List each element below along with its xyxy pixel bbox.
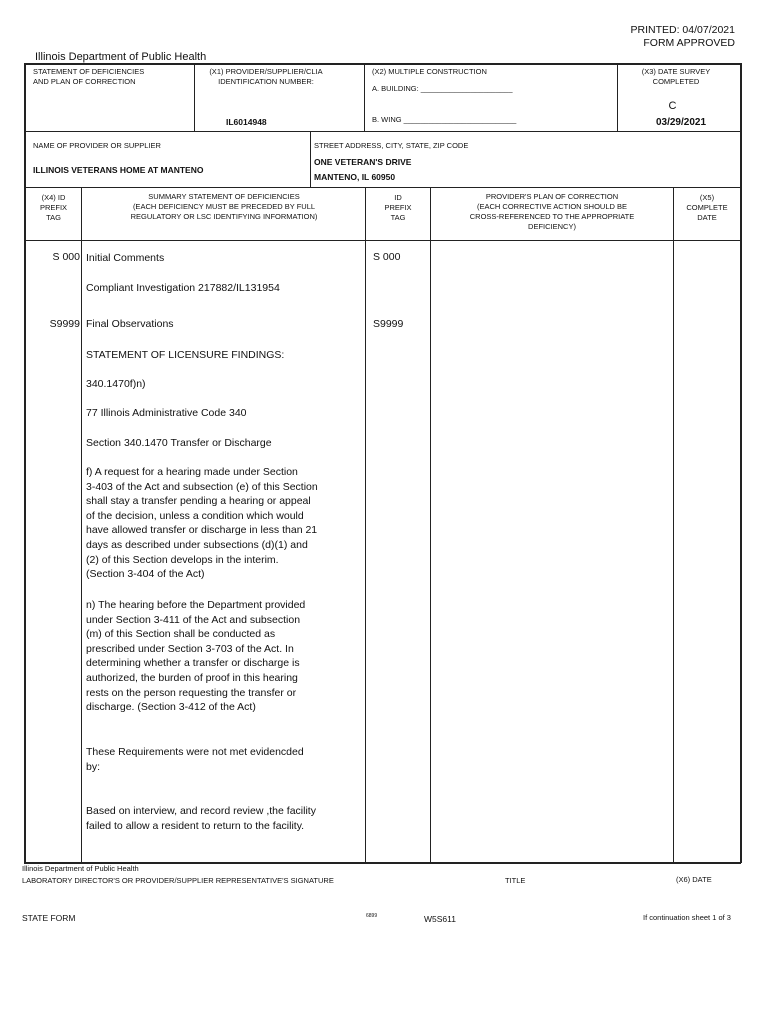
tag-s000: S 000 bbox=[52, 251, 80, 263]
address-label: STREET ADDRESS, CITY, STATE, ZIP CODE bbox=[314, 141, 469, 150]
paragraph-n: n) The hearing before the Department provided under Section 3-411 of the Act and subsection (m) of this Section shall be conducted as prescribed under Section 3-703 of the Act. In determining whether a transfer or discharge is authorized, the burden of proof in this hearing rests on the person requesting the transfer or discharge. (Section 3-412 of the Act) bbox=[86, 599, 306, 714]
form-approved: FORM APPROVED bbox=[643, 37, 735, 49]
title-label: TITLE bbox=[505, 876, 526, 885]
paragraph-f: f) A request for a hearing made under Section 3-403 of the Act and subsection (e) of this Section shall stay a transfer pending a hearing or appeal of the decision, unless a condition which would have allowed transfer or discharge in less than 21 days as described under subsections (d)(1) and (2) of this Section develops in the interim. (Section 3-404 of the Act) bbox=[86, 466, 318, 581]
licensure-heading: STATEMENT OF LICENSURE FINDINGS: bbox=[86, 349, 285, 361]
x1-label: (X1) PROVIDER/SUPPLIER/CLIA IDENTIFICATION NUMBER: bbox=[209, 67, 323, 86]
id-tag-s9999: S9999 bbox=[373, 318, 404, 330]
col-id-header: ID PREFIX TAG bbox=[384, 193, 412, 222]
signature-label: LABORATORY DIRECTOR'S OR PROVIDER/SUPPLIER REPRESENTATIVE'S SIGNATURE bbox=[22, 876, 334, 885]
x2-label: (X2) MULTIPLE CONSTRUCTION bbox=[372, 67, 487, 76]
continuation-sheet: If continuation sheet 1 of 3 bbox=[643, 913, 731, 922]
col-x5-header: (X5) COMPLETE DATE bbox=[686, 193, 728, 222]
col-summary-header: SUMMARY STATEMENT OF DEFICIENCIES (EACH DEFICIENCY MUST BE PRECEDED BY FULL REGULATORY OR LSC IDENTIFYING INFORMATION) bbox=[130, 192, 318, 221]
provider-name-label: NAME OF PROVIDER OR SUPPLIER bbox=[33, 141, 161, 150]
state-form-label: STATE FORM bbox=[22, 913, 76, 923]
x3-label: (X3) DATE SURVEY COMPLETED bbox=[641, 67, 711, 86]
admin-code: 77 Illinois Administrative Code 340 bbox=[86, 407, 247, 419]
survey-date: 03/29/2021 bbox=[655, 117, 707, 128]
agency-name: Illinois Department of Public Health bbox=[35, 51, 207, 63]
provider-name: ILLINOIS VETERANS HOME AT MANTENO bbox=[33, 165, 204, 175]
final-observations: Final Observations bbox=[86, 318, 174, 330]
statement-label: STATEMENT OF DEFICIENCIES AND PLAN OF CORRECTION bbox=[33, 67, 145, 86]
form-number: 6899 bbox=[366, 913, 378, 919]
event-id: W5S611 bbox=[424, 914, 456, 924]
wing-label: B. WING ___________________________ bbox=[372, 115, 517, 124]
address-city: MANTENO, IL 60950 bbox=[314, 172, 396, 182]
section-title: Section 340.1470 Transfer or Discharge bbox=[86, 437, 272, 449]
code-reference: 340.1470f)n) bbox=[86, 378, 146, 390]
complaint-line: Compliant Investigation 217882/IL131954 bbox=[86, 282, 280, 294]
requirements-text: These Requirements were not met evidencded by: bbox=[86, 746, 304, 773]
tag-s9999: S9999 bbox=[49, 318, 80, 330]
printed-date: PRINTED: 04/07/2021 bbox=[630, 24, 735, 36]
id-tag-s000: S 000 bbox=[373, 251, 401, 263]
survey-code: C bbox=[668, 100, 677, 112]
col-x4-header: (X4) ID PREFIX TAG bbox=[39, 193, 68, 222]
building-label: A. BUILDING: ______________________ bbox=[372, 84, 513, 93]
footer-agency: Illinois Department of Public Health bbox=[22, 864, 139, 873]
col-plan-header: PROVIDER'S PLAN OF CORRECTION (EACH CORRECTIVE ACTION SHOULD BE CROSS-REFERENCED TO THE APPROPRIATE DEFICIENCY) bbox=[469, 192, 635, 231]
x6-date-label: (X6) DATE bbox=[676, 875, 712, 884]
provider-id: IL6014948 bbox=[226, 117, 267, 127]
initial-comments: Initial Comments bbox=[86, 252, 165, 264]
findings-text: Based on interview, and record review ,the facility failed to allow a resident to return to the facility. bbox=[86, 805, 316, 832]
address-street: ONE VETERAN'S DRIVE bbox=[314, 157, 412, 167]
